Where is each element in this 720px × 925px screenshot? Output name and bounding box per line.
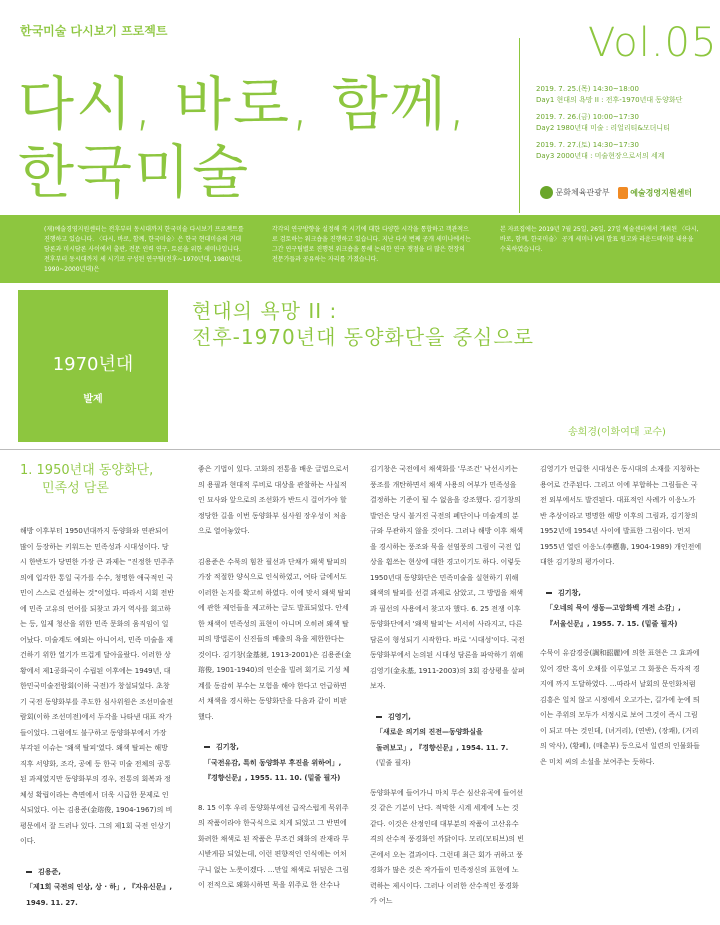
paragraph: 김용준은 수묵의 힘찬 필선과 단채가 왜색 탈피의 가장 적절한 양식으로 인식하였고, 여타 글에서도 이러한 논지를 확고히 하였다. 이에 맞서 왜색 탈피에 관한 제언들을 제고하는 글도 발표되었다. 안세한 채색이 민족성의 표현이 아니며 오히려 왜색 탈피의 방법론이 신진들의 배출의 욕을 제한한다는 것이다. 김기창(金基昶, 1913-2001)은 김용준(金瑢俊, 1901-1940)의 인순을 빌려 회기로 기성 체계를 동감히 부수는 모험을 해야 한다고 언급하면서 채색을 경시하는 동양화단을 다음과 같이 비판했다. xyxy=(198,557,352,721)
sponsor-logos xyxy=(540,186,692,199)
main-title xyxy=(18,70,468,206)
main-title-line2: 한국미술 xyxy=(18,138,251,206)
session-subtitle-line1: 현대의 욕망 II : xyxy=(192,299,338,323)
volume-label: Vol.05 xyxy=(588,20,718,66)
citation: 김용준, 「제1회 국전의 인상, 상 · 하」, 『자유신문』, 1949. 11. 27. xyxy=(26,865,175,912)
quote-paragraph: 8. 15 이후 우리 동양화부에선 급작스럽게 묵위주의 작품이라야 한국식으로 치게 되었고 그 반면에 화려한 채색로 된 작품은 무조건 왜화의 잔재라 무시받게끔 되었는데, 이런 편향적인 인식에는 어처구니 없는 노릇이겠다. …만일 채색로 뒤덮은 그림이 전적으로 왜화시하면 묵을 위주로 한 산수나 xyxy=(198,803,350,889)
paragraph: 김기창은 국전에서 채색화를 '무조건' 낙선시키는 풍조를 개탄하면서 채색 사용의 여부가 민족성을 결정하는 기준이 될 수 없음을 강조했다. 김기창의 발언은 당시 불거진 국전의 폐단이나 미술계의 분규와 무관하지 않을 것이다. 그러나 해방 이후 채색을 경시하는 풍조와 묵을 선염풍의 그림이 국전 입상을 휩쓰는 현상에 대한 경고이기도 하다. 이렇듯 1950년대 동양화단은 민족미술을 실현하기 위해 왜색의 탈피를 선결 과제로 삼았고, 그 방법을 채색과 필선의 사용에서 찾고자 했다. 6. 25 전쟁 이후 동양화단에서 '왜색 탈피'는 서서히 사라지고, 다른 담론이 형성되기 시작한다. 바로 '시대성'이다. 국전 동양화부에서 논의된 시대성 담론을 파악하기 위해 김영기(金永基, 1911-2003)의 3회 감상평을 살펴보자. xyxy=(370,465,525,690)
divider-line xyxy=(519,38,520,213)
schedule-desc: Day3 2000년대 : 미술현장으로서의 세계 xyxy=(536,152,665,160)
citation: 김영기, 「새로운 의기의 진전—동양화실을 돌려보고」, 『경향신문』, 1954. 11. 7. (밑줄 필자) xyxy=(376,710,525,772)
session-author: 송희경(이화여대 교수) xyxy=(568,427,666,438)
quote-paragraph: 동양화부에 들어가니 마치 무슨 심산유곡에 들어선 것 같은 기분이 난다. 적막한 시계 세계에 노는 것 같다. 이것은 산정인데 대부분의 작품이 고산유수격의 산수적 풍경화인 까닭이다. 모리(모티브)의 빈곤에서 오는 결과이다. 그런데 최근 회가 귀하고 풍경화가 많은 것은 작가들이 민족정신의 표현에 노력하는 제시이다. 그러나 이러한 산수적인 풍경화가 어느 xyxy=(370,788,525,905)
ministry-logo: 문화체육관광부 xyxy=(540,186,610,199)
ministry-emblem-icon xyxy=(540,186,553,199)
center-logo: 예술경영지원센터 xyxy=(618,187,692,199)
citation: 김기창, 「국전유감, 특히 동양화부 후진을 위하여」, 『경향신문』, 1955. 11. 10. (밑줄 필자) xyxy=(204,740,353,787)
session-year-box xyxy=(18,290,168,442)
schedule-desc: Day1 현대의 욕망 II : 전후-1970년대 동양화단 xyxy=(536,96,683,104)
paragraph: 좋은 기법이 있다. 고화의 전통을 배운 글법으로서의 용필과 현대적 루비로 대상을 관찰하는 사실적인 묘사와 앞으로의 조선화가 반드시 걸어가야 할 정당한 길을 이번 동양화부 심사원 장우성이 처음으로 열어놓았다. xyxy=(198,465,349,535)
session-year: 1970년대 xyxy=(52,354,134,375)
paragraph: 김영기가 언급한 시대성은 동시대의 소재를 지칭하는 용어로 간주된다. 그리고 이에 부합하는 그림들은 국전 외부에서도 발견된다. 대표적인 사례가 이응노가 반 추상이라고 명명한 해방 이후의 그림과, 김기창의 1952년에 1954년 사이에 발표한 그림이다. 먼저 1955년 열린 이응노(李應魯, 1904-1989) 개인전에 대한 김기창의 평가이다. xyxy=(540,465,702,566)
schedule-day3 xyxy=(536,140,665,162)
section-divider xyxy=(0,449,720,450)
section-heading: 1. 1950년대 동양화단, 민족성 담론 xyxy=(20,463,154,496)
intro-col1: (재)예술경영지원센터는 전후부터 동시대까지 한국미술 다시보기 프로젝트를 진행하고 있습니다. 〈다시, 바로, 함께, 한국미술〉은 한국 현대미술의 거대담론과 미시담론 사이에서 출판, 전문 인력 연구, 토론을 위한 세미나입니다. 전후부터 동시대까지 세 시기로 구성된 연구팀(전후~1970년대, 1980년대, 1990~2000년대)은 xyxy=(44,226,244,273)
schedule-desc: Day2 1980년대 미술 : 리얼리티&모더니티 xyxy=(536,124,670,132)
quote-paragraph: 수묵이 유감경중(調和韶麗)에 의한 표현은 그 효과에 있어 경탄 혹이 오채를 이루었고 그 화풍은 독자적 경지에 까지 도달하였다. …따라서 날회의 문인화처럼 김흥은 일치 않고 시정에서 오고가는, 길가에 눈에 띄이는 주위의 모두가 서정시로 보여 그것이 즉시 그림이 되고 마는 것인데, (녀거리), (연반), (장쾌), (거리의 악사), (황폐), (매춘부) 등으로서 일련의 인물화들은 미치 씨의 소설을 보여주는 듯하다. xyxy=(540,649,700,766)
paragraph: 해방 이후부터 1950년대까지 동양화와 연관되어 많이 등장하는 키워드는 민족성과 시대성이다. 당시 한반도가 당면한 가장 큰 과제는 "진정한 민주주의에 입각한 통일 국가를 수수, 청명한 애국적인 국민이 스스로 건설하는 것"이었다. 따라서 시회 전반에 민족 고유의 언어를 되찾고 과거 역사를 회고하는 등, 일제 청산을 위한 민족 문화의 움직임이 일어났다. 미술계도 예외는 아니어서, 민족 미술을 재건하기 위한 열기가 뜨겁게 달아올랐다. 이러한 상황에서 제1공화국이 수립된 이후에는 1949년, 대한민국미술전람회(이하 국전)가 창설되었다. 초창기 국전 동양화부를 주도한 심사위원은 조선미술전람회(이하 조선미전)에서 두각을 나타낸 대표 작가들이었다. 그럼에도 불구하고 동양화부에서 가장 부각된 이슈는 '왜색 탈피'였다. 왜색 탈피는 해방 직후 서양화, 조각, 공예 등 한국 미술 전체의 공통된 과제였지만 동양화부의 경우, 전통의 회복과 정체성 확립이라는 측면에서 더욱 시급한 문제로 인식되었다. 이는 김용준(金瑢俊, 1904-1967)의 비평문에서 잘 드러나 있다. 그의 제1회 국전 인상기이다. xyxy=(20,527,175,845)
body-column-2 xyxy=(198,462,353,909)
schedule-day1 xyxy=(536,84,682,106)
schedule-date: 2019. 7. 26.(금) 10:00~17:30 xyxy=(536,113,639,121)
session-label: 발제 xyxy=(83,394,103,405)
citation: 김기창, 「오네의 묵이 생동—고암화백 개전 소감」, 『서울신문』, 1955. 7. 15. (밑줄 필자) xyxy=(546,586,702,633)
center-emblem-icon xyxy=(618,187,628,199)
series-title: 한국미술 다시보기 프로젝트 xyxy=(20,24,168,38)
body-column-3 xyxy=(370,462,525,925)
intro-band xyxy=(0,215,720,283)
intro-col2: 각각의 연구방향을 설정해 각 시기에 대한 다양한 시각을 통합하고 객관적으로 검토하는 워크숍을 진행하고 있습니다. 지난 다섯 번째 공개 세미나에서는 그간 연구팀별로 진행된 워크숍을 통해 논의한 연구 쟁점을 더 많은 현장의 전문가들과 공유하는 자리를 가졌습니다. xyxy=(272,226,471,263)
schedule-date: 2019. 7. 27.(토) 14:30~17:30 xyxy=(536,141,639,149)
session-subtitle xyxy=(192,298,534,350)
body-column-4 xyxy=(540,462,702,785)
main-title-line1: 다시, 바로, 함께, xyxy=(18,70,469,138)
intro-col3: 본 자료집에는 2019년 7월 25일, 26일, 27일 예술센터에서 개최된 〈다시, 바로, 함께, 한국미술〉 공개 세미나 V의 발표 원고와 라운드테이블 내용을 수록하였습니다. xyxy=(500,226,699,253)
session-subtitle-line2: 전후-1970년대 동양화단을 중심으로 xyxy=(192,325,534,349)
body-column-1 xyxy=(20,462,175,925)
schedule-date: 2019. 7. 25.(목) 14:30~18:00 xyxy=(536,85,639,93)
schedule-day2 xyxy=(536,112,670,134)
